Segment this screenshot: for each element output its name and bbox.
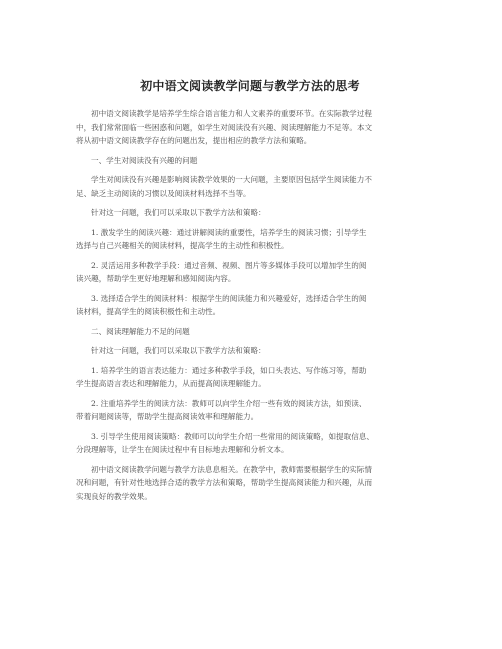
section-2-item-3 [76, 430, 424, 457]
section-2-heading: 二、阅读理解能力不足的问题 [91, 326, 190, 336]
section-1-item-1-line-2: 选择与自己兴趣相关的阅读材料，提高学生的主动性和积极性。 [76, 241, 289, 250]
conclusion-line-1: 初中语文阅读教学问题与教学方法息息相关。在教学中，教师需要根据学生的实际情 [91, 464, 372, 474]
conclusion-line-3: 实现良好的教学效果。 [76, 491, 152, 501]
section-1-item-2-line-2: 读兴趣，帮助学生更好地理解和感知阅读内容。 [76, 274, 236, 283]
section-1-item-2-line-1: 2. 灵活运用多种教学手段：通过音频、视频、图片等多媒体手段可以增加学生的阅 [91, 260, 367, 270]
section-2-item-2-line-2: 带着问题阅读等，帮助学生提高阅读效率和理解能力。 [76, 412, 259, 421]
section-2-lead: 针对这一问题，我们可以采取以下教学方法和策略： [91, 346, 266, 355]
conclusion-line-2: 况和问题，有针对性地选择合适的教学方法和策略，帮助学生提高阅读能力和兴趣，从而 [76, 478, 373, 487]
section-2-item-3-line-2: 分段理解等，让学生在阅读过程中有目标地去理解和分析文本。 [76, 445, 289, 454]
intro-line-3: 将从初中语文阅读教学存在的问题出发，提出相应的教学方法和策略。 [76, 136, 312, 145]
section-1-problem-line-2: 足、缺乏主动阅读的习惯以及阅读材料选择不当等。 [76, 188, 251, 198]
section-1-item-3-line-1: 3. 选择适合学生的阅读材料：根据学生的阅读能力和兴趣爱好，选择适合学生的阅 [91, 293, 367, 303]
section-1-item-3 [76, 292, 424, 319]
section-2-item-2-line-1: 2. 注重培养学生的阅读方法：教师可以向学生介绍一些有效的阅读方法，如预读、 [91, 398, 367, 408]
section-1-item-1-line-1: 1. 激发学生的阅读兴趣：通过讲解阅读的重要性，培养学生的阅读习惯；引导学生 [91, 227, 367, 237]
section-2-item-1 [76, 364, 424, 391]
conclusion-paragraph [76, 463, 424, 504]
document-title: 初中语文阅读教学问题与教学方法的思考 [140, 79, 360, 93]
intro-line-2: 中，我们常常面临一些困惑和问题，如学生对阅读没有兴趣、阅读理解能力不足等。本文 [76, 122, 373, 132]
intro-line-1: 初中语文阅读教学是培养学生综合语言能力和人文素养的重要环节。在实际教学过程 [91, 109, 372, 118]
section-2-item-2 [76, 397, 424, 424]
section-1-item-2 [76, 259, 424, 286]
section-1-heading: 一、学生对阅读没有兴趣的问题 [91, 155, 198, 165]
section-2-item-1-line-2: 学生提高语言表达和理解能力，从而提高阅读理解能力。 [76, 379, 266, 388]
section-2-item-3-line-1: 3. 引导学生使用阅读策略：教师可以向学生介绍一些常用的阅读策略，如提取信息、 [91, 431, 375, 441]
section-1-item-3-line-2: 读材料，提高学生的阅读积极性和主动性。 [76, 307, 221, 316]
section-1-problem-paragraph [76, 173, 424, 200]
section-2-item-1-line-1: 1. 培养学生的语言表达能力：通过多种教学手段，如口头表达、写作练习等，帮助 [91, 365, 367, 375]
section-1-item-1 [76, 226, 424, 253]
section-1-lead: 针对这一问题，我们可以采取以下教学方法和策略： [91, 208, 266, 217]
section-1-problem-line-1: 学生对阅读没有兴趣是影响阅读教学效果的一大问题，主要原因包括学生阅读能力不 [91, 175, 372, 184]
intro-paragraph [76, 107, 424, 148]
